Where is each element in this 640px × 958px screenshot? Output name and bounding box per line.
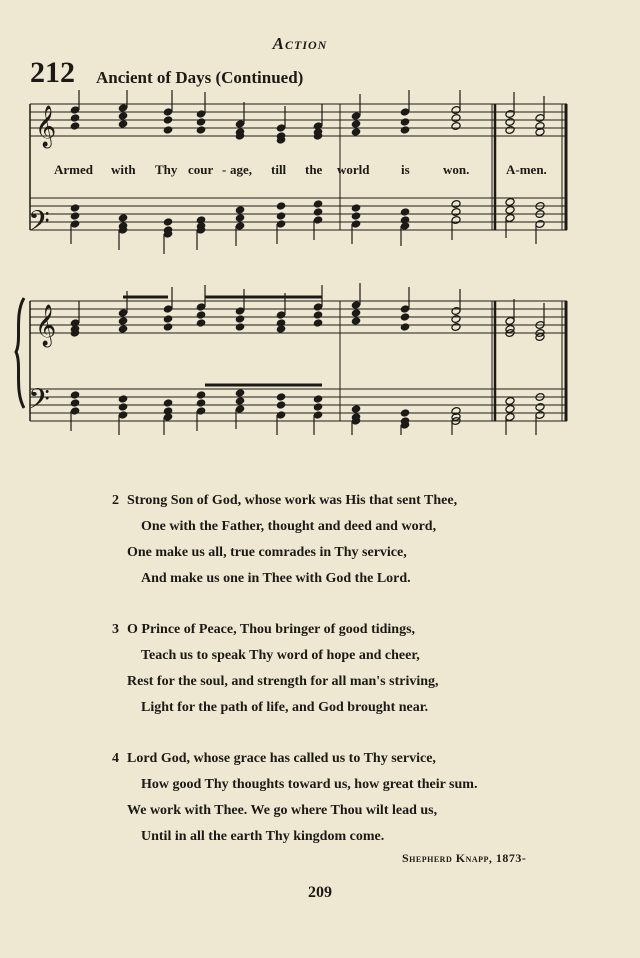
note-head	[235, 389, 245, 398]
note-head	[118, 395, 128, 404]
treble-clef-icon: 𝄞	[35, 305, 57, 346]
note-head	[276, 212, 286, 221]
note-head	[313, 208, 323, 217]
verse-number: 3	[112, 622, 119, 637]
note-head	[235, 206, 245, 215]
hymn-number: 212	[30, 56, 75, 89]
note-head	[70, 122, 80, 131]
note-head	[196, 311, 206, 320]
note-head	[505, 405, 515, 414]
lyric-syllable: won.	[443, 162, 470, 177]
lyric-syllable: A-men.	[506, 162, 547, 177]
note-head	[313, 403, 323, 412]
author-credit: Shepherd Knapp, 1873-	[402, 851, 527, 865]
note-head	[163, 116, 173, 125]
note-head	[163, 399, 173, 408]
note-head	[451, 114, 461, 123]
music-score	[0, 90, 640, 435]
verse-line: Lord God, whose grace has called us to Thy service,	[127, 751, 436, 766]
note-head	[118, 112, 128, 121]
note-head	[451, 122, 461, 131]
note-head	[235, 397, 245, 406]
verse-line: One make us all, true comrades in Thy service,	[127, 545, 407, 560]
verse-number: 4	[112, 751, 119, 766]
note-head	[313, 319, 323, 328]
note-head	[451, 200, 461, 209]
note-head	[351, 309, 361, 318]
note-head	[351, 204, 361, 213]
note-head	[118, 403, 128, 412]
note-head	[400, 409, 410, 418]
verse-line: How good Thy thoughts toward us, how great their sum.	[141, 777, 478, 792]
note-head	[451, 315, 461, 324]
verse-number: 2	[112, 493, 119, 508]
note-head	[235, 315, 245, 324]
note-head	[351, 212, 361, 221]
note-head	[196, 399, 206, 408]
note-head	[505, 198, 515, 207]
note-head	[351, 405, 361, 414]
hymn-title: Ancient of Days (Continued)	[96, 68, 304, 87]
verse-line: Strong Son of God, whose work was His that sent Thee,	[127, 493, 458, 508]
section-title: Action	[272, 34, 328, 53]
note-head	[276, 325, 286, 334]
verse-line: One with the Father, thought and deed and word,	[141, 519, 437, 534]
note-head	[451, 208, 461, 217]
note-head	[313, 200, 323, 209]
note-head	[313, 395, 323, 404]
note-head	[505, 118, 515, 127]
lyric-syllable: world	[337, 162, 370, 177]
lyric-syllable: is	[401, 162, 410, 177]
lyric-syllable: till	[271, 162, 287, 177]
note-head	[70, 399, 80, 408]
verse-line: And make us one in Thee with God the Lord.	[141, 571, 411, 586]
note-head	[196, 319, 206, 328]
note-head	[235, 214, 245, 223]
note-head	[70, 391, 80, 400]
note-head	[400, 323, 410, 332]
verse-line: Light for the path of life, and God brought near.	[141, 700, 429, 715]
lyric-syllable: Thy	[155, 162, 178, 177]
note-head	[118, 120, 128, 129]
note-head	[276, 202, 286, 211]
note-head	[196, 126, 206, 135]
bass-clef-icon: 𝄢	[28, 205, 50, 245]
note-head	[400, 126, 410, 135]
note-head	[535, 403, 545, 412]
note-head	[351, 120, 361, 129]
note-head	[163, 323, 173, 332]
lyric-syllable: the	[305, 162, 323, 177]
note-head	[70, 114, 80, 123]
note-head	[351, 128, 361, 137]
note-head	[118, 317, 128, 326]
verse-line: Rest for the soul, and strength for all man's striving,	[127, 674, 439, 689]
note-head	[351, 317, 361, 326]
lyric-syllable: Armed	[54, 162, 93, 177]
note-head	[505, 397, 515, 406]
note-head	[400, 313, 410, 322]
verse-line: Teach us to speak Thy word of hope and cheer,	[141, 648, 420, 663]
brace-icon	[16, 298, 24, 408]
note-head	[163, 126, 173, 135]
verse-line: O Prince of Peace, Thou bringer of good tidings,	[127, 622, 416, 637]
lyric-syllable: with	[111, 162, 136, 177]
note-head	[163, 218, 173, 227]
note-head	[400, 118, 410, 127]
note-head	[505, 126, 515, 135]
note-head	[118, 214, 128, 223]
note-head	[451, 323, 461, 332]
note-head	[118, 325, 128, 334]
note-head	[276, 401, 286, 410]
treble-clef-icon: 𝄞	[35, 106, 57, 147]
page-number: 209	[308, 884, 332, 901]
verse-line: Until in all the earth Thy kingdom come.	[141, 829, 385, 844]
note-head	[196, 118, 206, 127]
lyric-syllable: age,	[230, 162, 253, 177]
note-head	[400, 208, 410, 217]
lyric-syllable: -	[222, 162, 227, 177]
note-head	[313, 311, 323, 320]
lyric-syllable: cour	[188, 162, 214, 177]
note-head	[70, 204, 80, 213]
note-head	[235, 323, 245, 332]
note-head	[163, 315, 173, 324]
note-head	[196, 391, 206, 400]
note-head	[276, 393, 286, 402]
verse-line: We work with Thee. We go where Thou wilt lead us,	[127, 803, 438, 818]
bass-clef-icon: 𝄢	[28, 383, 50, 423]
note-head	[70, 212, 80, 221]
note-head	[505, 206, 515, 215]
